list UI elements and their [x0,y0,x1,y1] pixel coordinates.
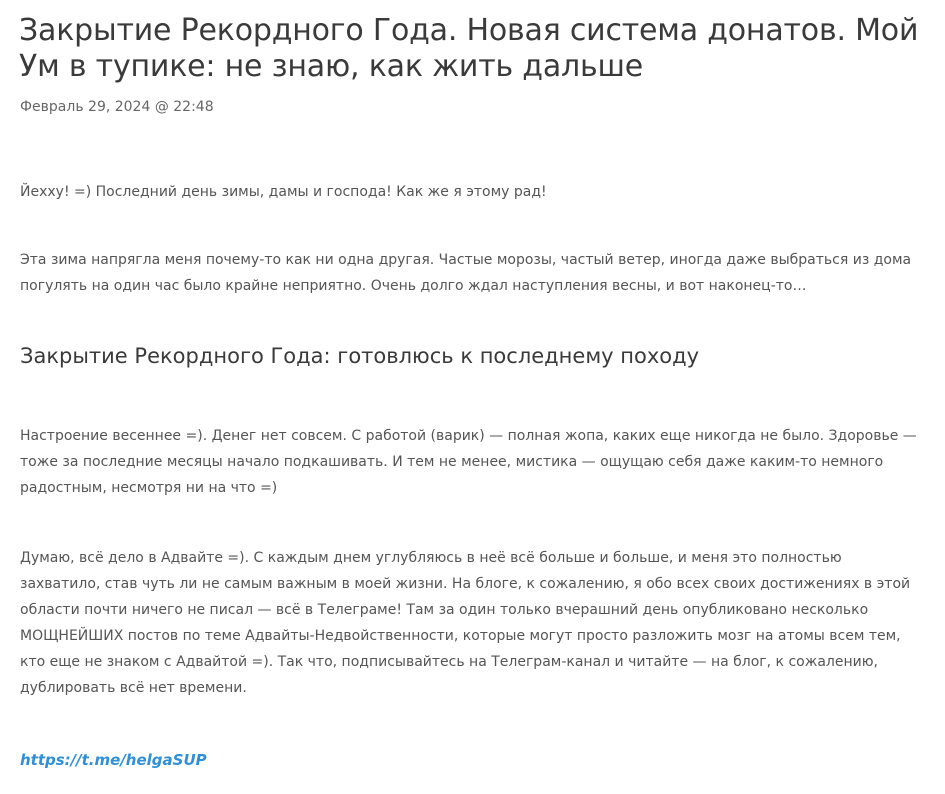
post-date: Февраль 29, 2024 @ 22:48 [20,99,214,115]
post-title: Закрытие Рекордного Года. Новая система донатов. Мой Ум в тупике: не знаю, как жить дальше [19,13,919,84]
telegram-link[interactable]: https://t.me/helgaSUP [20,751,207,769]
winter-paragraph: Эта зима напрягла меня почему-то как ни одна другая. Частые морозы, частый ветер, иногда даже выбраться из дома погулять на один час было крайне неприятно. Очень долго ждал наступления весны, и вот наконец-то… [20,252,912,294]
section-heading: Закрытие Рекордного Года: готовлюсь к последнему походу [20,344,700,368]
advaita-paragraph: Думаю, всё дело в Адвайте =). С каждым днем углубляюсь в неё всё больше и больше, и меня это полностью захватило, став чуть ли не самым важным в моей жизни. На блоге, к сожалению, я обо всех своих достижениях в этой области почти ничего не писал — всё в Телеграме! Там за один только вчерашний день опубликовано несколько МОЩНЕЙШИХ постов по теме Адвайты-Недвойственности, которые могут просто разложить мозг на атомы всем тем, кто еще не знаком с Адвайтой =). Так что, подписывайтесь на Телеграм-канал и читайте — на блог, к сожалению, дублировать всё нет времени. [20,550,911,696]
mood-paragraph: Настроение весеннее =). Денег нет совсем. С работой (варик) — полная жопа, каких еще никогда не было. Здоровье — тоже за последние месяцы начало подкашивать. И тем не менее, мистика — ощущаю себя даже каким-то немного радостным, несмотря ни на что =) [20,428,917,496]
intro-paragraph: Йехху! =) Последний день зимы, дамы и господа! Как же я этому рад! [20,184,547,200]
